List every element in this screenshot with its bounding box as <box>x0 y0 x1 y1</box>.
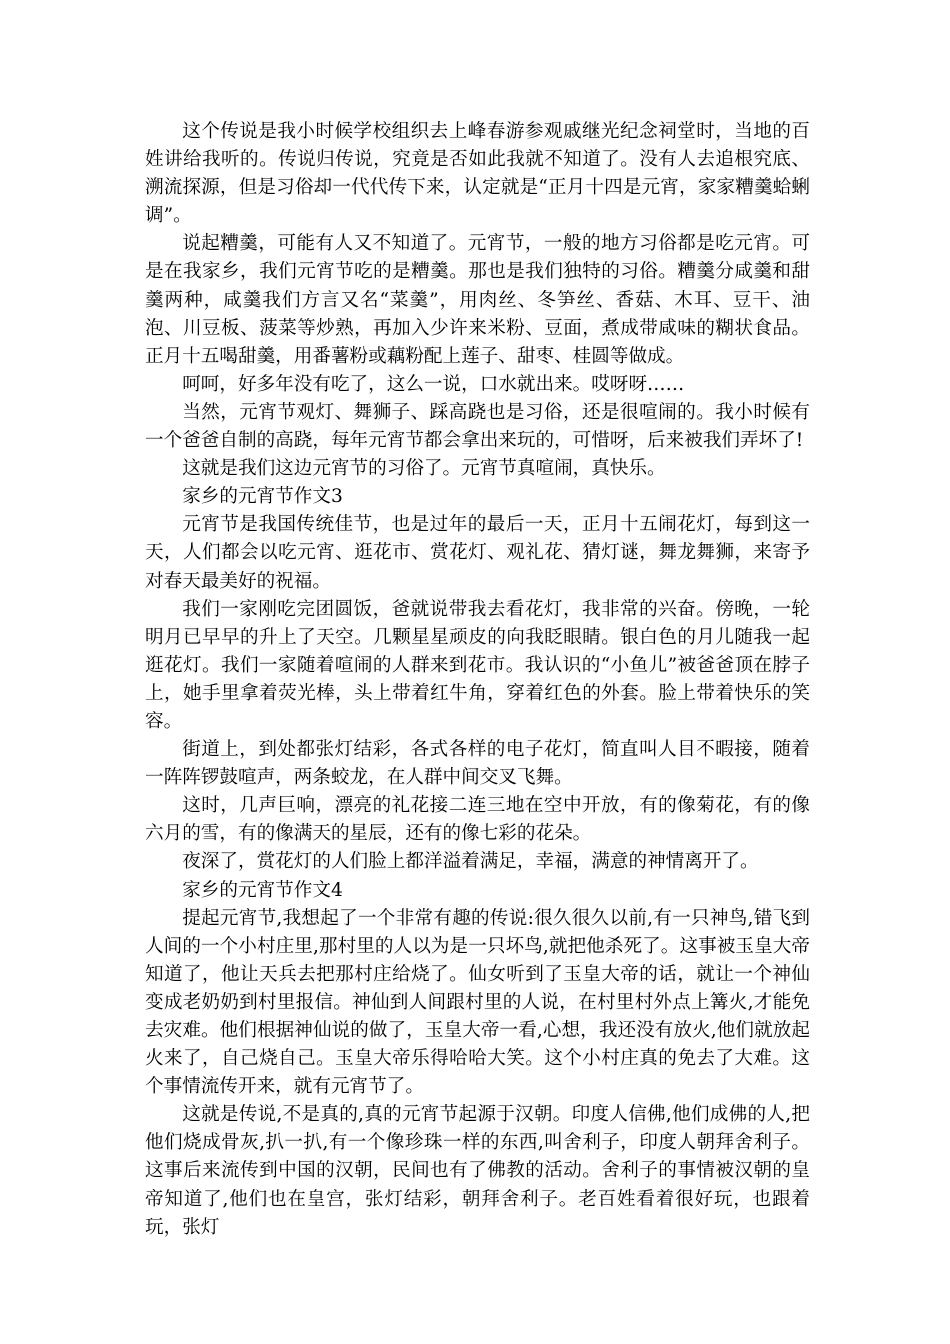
section-heading-3: 家乡的元宵节作文3 <box>182 486 343 508</box>
paragraph-3: 呵呵，好多年没有吃了，这么一说，口水就出来。哎呀呀…… <box>182 373 685 395</box>
paragraph-5: 这就是我们这边元宵节的习俗了。元宵节真喧闹，真快乐。 <box>182 458 666 480</box>
paragraph-2: 说起糟羹，可能有人又不知道了。元宵节，一般的地方习俗都是吃元宵。可是在我家乡，我们元宵节吃的是糟羹。那也是我们独特的习俗。糟羹分咸羹和甜羹两种，咸羹我们方言又名“菜羹”，用肉丝、冬笋丝、香菇、木耳、豆干、油泡、川豆板、菠菜等炒熟，再加入少许来米粉、豆面，煮成带咸味的糊状食品。正月十五喝甜羹，用番薯粉或藕粉配上莲子、甜枣、桂圆等做成。 <box>145 233 810 367</box>
paragraph-7: 我们一家刚吃完团圆饭，爸就说带我去看花灯，我非常的兴奋。傍晚，一轮明月已早早的升上了天空。几颗星星顽皮的向我眨眼睛。银白色的月儿随我一起逛花灯。我们一家随着喧闹的人群来到花市。我认识的“小鱼儿”被爸爸顶在脖子上，她手里拿着荧光棒，头上带着红牛角，穿着红色的外套。脸上带着快乐的笑容。 <box>145 598 810 732</box>
section-heading-4: 家乡的元宵节作文4 <box>182 879 343 901</box>
paragraph-1: 这个传说是我小时候学校组织去上峰春游参观戚继光纪念祠堂时，当地的百姓讲给我听的。传说归传说，究竟是否如此我就不知道了。没有人去追根究底、溯流探源，但是习俗却一代代传下来，认定就是“正月十四是元宵，家家糟羹蛤蜊调”。 <box>145 121 810 227</box>
paragraph-8: 街道上，到处都张灯结彩，各式各样的电子花灯，简直叫人目不暇接，随着一阵阵锣鼓喧声，两条蛟龙，在人群中间交叉飞舞。 <box>145 739 810 789</box>
paragraph-12: 这就是传说,不是真的,真的元宵节起源于汉朝。印度人信佛,他们成佛的人,把他们烧成骨灰,扒一扒,有一个像珍珠一样的东西,叫舍利子，印度人朝拜舍利子。这事后来流传到中国的汉朝，民间也有了佛教的活动。舍利子的事情被汉朝的皇帝知道了,他们也在皇宫，张灯结彩，朝拜舍利子。老百姓看着很好玩，也跟着玩，张灯 <box>145 1104 810 1238</box>
document-page <box>145 118 810 1242</box>
paragraph-9: 这时，几声巨响，漂亮的礼花接二连三地在空中开放，有的像菊花，有的像六月的雪，有的像满天的星辰，还有的像七彩的花朵。 <box>145 795 810 845</box>
paragraph-11: 提起元宵节,我想起了一个非常有趣的传说:很久很久以前,有一只神鸟,错飞到人间的一个小村庄里,那村里的人以为是一只坏鸟,就把他杀死了。这事被玉皇大帝知道了，他让天兵去把那村庄给烧了。仙女听到了玉皇大帝的话，就让一个神仙变成老奶奶到村里报信。神仙到人间跟村里的人说，在村里村外点上篝火,才能免去灾难。他们根据神仙说的做了，玉皇大帝一看,心想，我还没有放火,他们就放起火来了，自己烧自己。玉皇大帝乐得哈哈大笑。这个小村庄真的免去了大难。这个事情流传开来，就有元宵节了。 <box>145 907 810 1098</box>
paragraph-4: 当然，元宵节观灯、舞狮子、踩高跷也是习俗，还是很喧闹的。我小时候有一个爸爸自制的高跷，每年元宵节都会拿出来玩的，可惜呀，后来被我们弄坏了! <box>145 401 810 452</box>
paragraph-6: 元宵节是我国传统佳节，也是过年的最后一天，正月十五闹花灯，每到这一天，人们都会以吃元宵、逛花市、赏花灯、观礼花、猜灯谜，舞龙舞狮，来寄予对春天最美好的祝福。 <box>145 514 810 592</box>
paragraph-10: 夜深了，赏花灯的人们脸上都洋溢着满足，幸福，满意的神情离开了。 <box>182 851 759 873</box>
